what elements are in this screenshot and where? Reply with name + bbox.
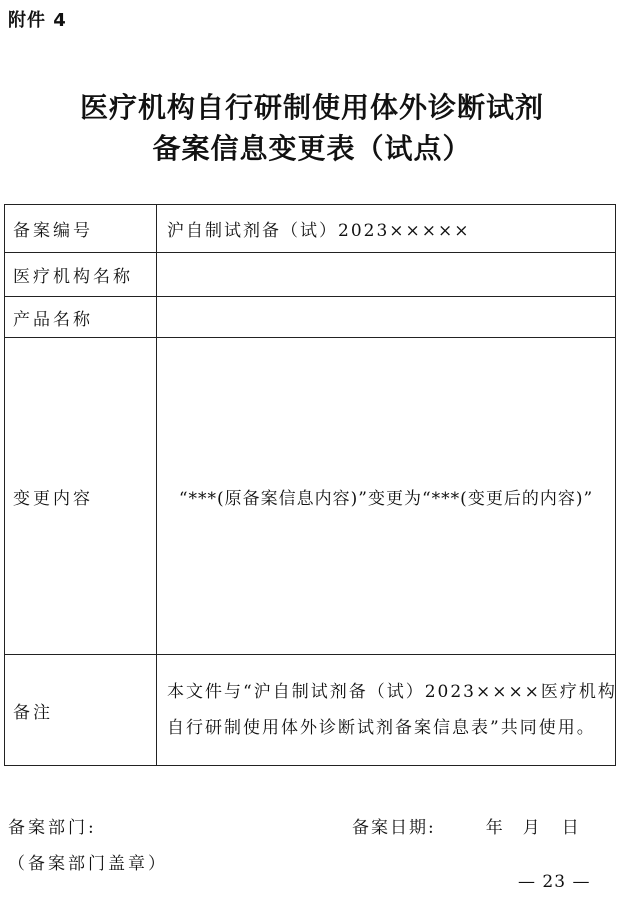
institution-name-label: 医疗机构名称	[5, 253, 157, 297]
document-title-line-1: 医疗机构自行研制使用体外诊断试剂	[79, 91, 544, 124]
table-row-change-content	[5, 338, 616, 655]
table-row-record-number	[5, 205, 616, 253]
remarks-line-1: 本文件与“沪自制试剂备（试）2023××××医疗机构	[167, 682, 617, 702]
attachment-label: 附件 4	[8, 10, 67, 31]
change-content-value: “***(原备案信息内容)”变更为“***(变更后的内容)”	[157, 338, 616, 655]
date-year: 年	[485, 818, 505, 838]
filing-department-label: 备案部门:	[8, 818, 97, 838]
remarks-label: 备注	[5, 655, 157, 766]
product-name-label: 产品名称	[5, 297, 157, 338]
record-number-value: 沪自制试剂备（试）2023×××××	[157, 205, 616, 253]
document-title-line-2: 备案信息变更表（试点）	[152, 132, 472, 165]
remarks-line-2: 自行研制使用体外诊断试剂备案信息表”共同使用。	[167, 718, 596, 738]
filing-date	[352, 813, 581, 838]
table-row-remarks	[5, 655, 616, 766]
remarks-value	[157, 655, 616, 766]
page-number: — 23 —	[518, 872, 591, 892]
table-row-institution-name	[5, 253, 616, 297]
filing-date-label: 备案日期:	[352, 818, 436, 838]
change-content-label: 变更内容	[5, 338, 157, 655]
table-row-product-name	[5, 297, 616, 338]
institution-name-value	[157, 253, 616, 297]
change-record-table	[4, 204, 616, 766]
date-month: 月	[522, 818, 542, 838]
date-day: 日	[561, 818, 581, 838]
product-name-value	[157, 297, 616, 338]
department-stamp-note: （备案部门盖章）	[8, 854, 168, 874]
record-number-label: 备案编号	[5, 205, 157, 253]
